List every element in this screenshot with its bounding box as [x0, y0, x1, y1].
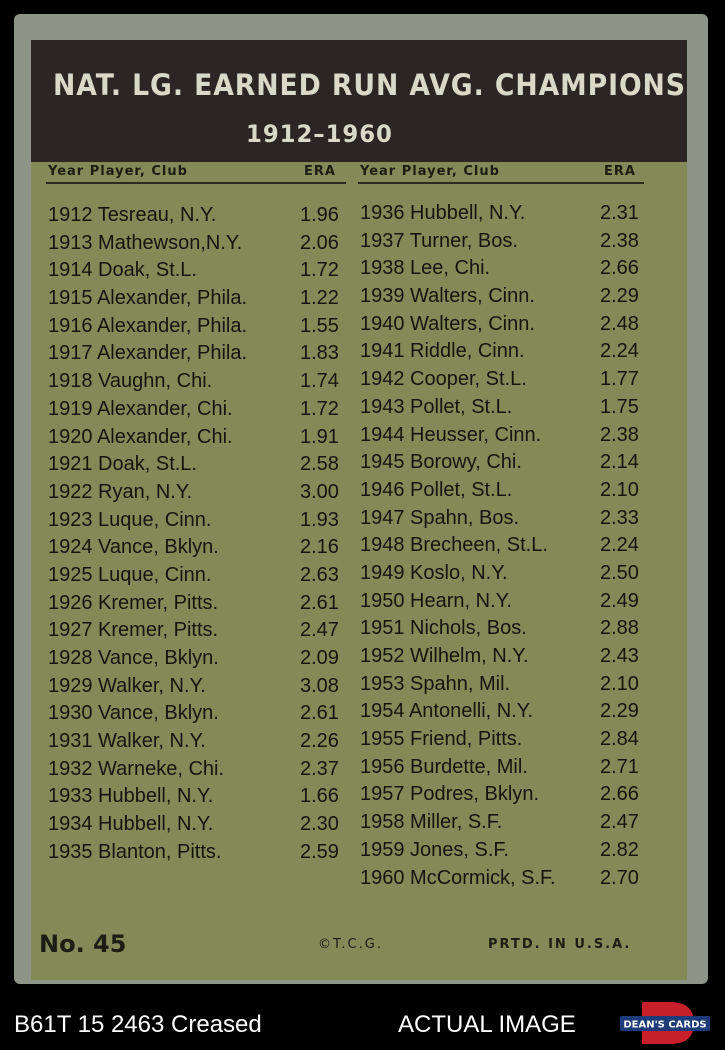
year-player-club: 1925 Luque, Cinn. — [48, 563, 212, 586]
champion-row — [360, 228, 660, 256]
champion-row — [360, 477, 660, 505]
year-player-club: 1946 Pollet, St.L. — [360, 478, 513, 501]
left-header-rule — [46, 182, 346, 184]
champion-row — [360, 671, 660, 699]
year-player-club: 1917 Alexander, Phila. — [48, 342, 248, 365]
champion-row — [48, 424, 348, 452]
era-value: 2.88 — [600, 617, 639, 640]
champion-row — [48, 313, 348, 341]
era-value: 2.84 — [600, 728, 639, 751]
era-value: 1.72 — [300, 397, 339, 420]
year-player-club: 1915 Alexander, Phila. — [48, 287, 248, 310]
era-value: 1.74 — [300, 370, 339, 393]
year-player-club: 1936 Hubbell, N.Y. — [360, 202, 526, 224]
champion-row — [360, 809, 660, 837]
card-number: No. 45 — [39, 930, 127, 958]
year-player-club: 1922 Ryan, N.Y. — [48, 480, 193, 503]
era-value: 1.91 — [300, 425, 339, 448]
year-player-club: 1931 Walker, N.Y. — [48, 730, 206, 753]
champion-row — [360, 255, 660, 283]
year-player-club: 1918 Vaughn, Chi. — [48, 370, 213, 393]
champion-row — [360, 643, 660, 671]
copyright: ©T.C.G. — [318, 937, 383, 952]
year-player-club: 1944 Heusser, Cinn. — [360, 423, 542, 446]
right-header-era: ERA — [604, 164, 636, 179]
year-player-club: 1930 Vance, Bklyn. — [48, 702, 219, 725]
deans-cards-logo-icon — [612, 1000, 712, 1046]
era-value: 2.24 — [600, 534, 639, 557]
year-player-club: 1950 Hearn, N.Y. — [360, 589, 512, 612]
right-header-year-player: Year Player, Club — [360, 164, 500, 179]
champion-row — [48, 451, 348, 479]
year-player-club: 1924 Vance, Bklyn. — [48, 536, 219, 559]
year-player-club: 1943 Pollet, St.L. — [360, 395, 513, 418]
era-value: 2.10 — [600, 478, 639, 501]
champion-row — [48, 534, 348, 562]
era-value: 2.37 — [300, 757, 339, 780]
era-value: 2.61 — [300, 702, 339, 725]
era-value: 1.83 — [300, 342, 339, 365]
champion-row — [360, 394, 660, 422]
champion-row — [48, 285, 348, 313]
champion-row — [48, 368, 348, 396]
year-player-club: 1959 Jones, S.F. — [360, 838, 509, 861]
era-value: 2.70 — [600, 866, 639, 889]
year-player-club: 1955 Friend, Pitts. — [360, 728, 523, 751]
champion-row — [48, 340, 348, 368]
champion-row — [360, 726, 660, 754]
champion-row — [360, 615, 660, 643]
year-player-club: 1920 Alexander, Chi. — [48, 425, 233, 448]
champion-row — [48, 673, 348, 701]
year-player-club: 1933 Hubbell, N.Y. — [48, 785, 214, 808]
champion-row — [360, 837, 660, 865]
champion-row — [360, 283, 660, 311]
year-player-club: 1953 Spahn, Mil. — [360, 672, 511, 695]
year-player-club: 1912 Tesreau, N.Y. — [48, 204, 217, 226]
era-value: 2.59 — [300, 840, 339, 863]
champion-row — [48, 617, 348, 645]
year-player-club: 1926 Kremer, Pitts. — [48, 591, 219, 614]
era-value: 2.09 — [300, 647, 339, 669]
era-value: 1.96 — [300, 204, 339, 226]
year-player-club: 1935 Blanton, Pitts. — [48, 840, 222, 863]
era-value: 2.71 — [600, 755, 639, 778]
era-value: 2.06 — [300, 231, 339, 254]
year-player-club: 1952 Wilhelm, N.Y. — [360, 645, 529, 667]
era-value: 2.66 — [600, 783, 639, 806]
printed-in-usa: PRTD. IN U.S.A. — [488, 937, 632, 952]
era-value: 3.08 — [300, 674, 339, 697]
era-value: 2.24 — [600, 340, 639, 363]
champion-row — [48, 728, 348, 756]
era-value: 2.58 — [300, 453, 339, 476]
era-value: 2.14 — [600, 451, 639, 474]
era-value: 2.31 — [600, 202, 639, 224]
champion-row — [360, 311, 660, 339]
champion-row — [48, 839, 348, 867]
era-value: 2.38 — [600, 423, 639, 446]
year-player-club: 1939 Walters, Cinn. — [360, 285, 535, 308]
champion-row — [360, 449, 660, 477]
year-player-club: 1949 Koslo, N.Y. — [360, 561, 508, 584]
era-value: 2.47 — [600, 811, 639, 834]
year-player-club: 1951 Nichols, Bos. — [360, 617, 527, 640]
year-player-club: 1947 Spahn, Bos. — [360, 506, 520, 529]
era-value: 1.55 — [300, 314, 339, 337]
year-player-club: 1937 Turner, Bos. — [360, 229, 518, 252]
champion-row — [48, 645, 348, 673]
champion-row — [360, 754, 660, 782]
year-player-club: 1928 Vance, Bklyn. — [48, 647, 219, 669]
year-player-club: 1938 Lee, Chi. — [360, 257, 491, 280]
era-value: 2.30 — [300, 813, 339, 836]
year-player-club: 1919 Alexander, Chi. — [48, 397, 233, 420]
year-player-club: 1914 Doak, St.L. — [48, 259, 197, 282]
era-value: 2.29 — [600, 700, 639, 723]
card-title: NAT. LG. EARNED RUN AVG. CHAMPIONS — [53, 68, 686, 102]
year-player-club: 1945 Borowy, Chi. — [360, 451, 522, 474]
champion-row — [48, 700, 348, 728]
champion-row — [48, 396, 348, 424]
era-value: 2.50 — [600, 561, 639, 584]
year-player-club: 1913 Mathewson,N.Y. — [48, 231, 243, 254]
champion-row — [360, 698, 660, 726]
baseball-card — [14, 14, 708, 984]
year-player-club: 1956 Burdette, Mil. — [360, 755, 528, 778]
champion-row — [360, 781, 660, 809]
era-value: 2.26 — [300, 730, 339, 753]
era-value: 1.22 — [300, 287, 339, 310]
era-value: 2.47 — [300, 619, 339, 642]
year-player-club: 1927 Kremer, Pitts. — [48, 619, 219, 642]
champion-row — [48, 257, 348, 285]
champion-row — [360, 338, 660, 366]
year-player-club: 1932 Warneke, Chi. — [48, 757, 225, 780]
champion-row — [48, 230, 348, 258]
champion-row — [48, 590, 348, 618]
year-player-club: 1954 Antonelli, N.Y. — [360, 700, 534, 723]
left-header-year-player: Year Player, Club — [48, 164, 188, 179]
year-player-club: 1916 Alexander, Phila. — [48, 314, 248, 337]
champion-row — [360, 422, 660, 450]
era-value: 1.77 — [600, 368, 639, 391]
champion-row — [48, 562, 348, 590]
era-value: 2.38 — [600, 229, 639, 252]
champion-row — [360, 200, 660, 228]
champion-row — [48, 479, 348, 507]
left-champions-list — [48, 202, 348, 867]
left-header-era: ERA — [304, 164, 336, 179]
champion-row — [360, 505, 660, 533]
era-value: 2.33 — [600, 506, 639, 529]
card-header — [31, 40, 687, 162]
right-champions-list — [360, 200, 660, 892]
year-player-club: 1923 Luque, Cinn. — [48, 508, 212, 531]
year-player-club: 1958 Miller, S.F. — [360, 811, 503, 834]
era-value: 2.10 — [600, 672, 639, 695]
listing-caption: B61T 15 2463 Creased — [14, 1011, 262, 1038]
era-value: 2.61 — [300, 591, 339, 614]
year-player-club: 1942 Cooper, St.L. — [360, 368, 527, 391]
year-player-club: 1960 McCormick, S.F. — [360, 866, 556, 889]
year-player-club: 1940 Walters, Cinn. — [360, 312, 535, 335]
year-player-club: 1948 Brecheen, St.L. — [360, 534, 548, 557]
era-value: 2.63 — [300, 563, 339, 586]
era-value: 3.00 — [300, 480, 339, 503]
era-value: 2.66 — [600, 257, 639, 280]
champion-row — [360, 865, 660, 893]
era-value: 2.16 — [300, 536, 339, 559]
champion-row — [360, 532, 660, 560]
year-player-club: 1934 Hubbell, N.Y. — [48, 813, 214, 836]
champion-row — [48, 202, 348, 230]
champion-row — [360, 588, 660, 616]
era-value: 1.66 — [300, 785, 339, 808]
card-subtitle: 1912–1960 — [246, 120, 393, 148]
champion-row — [48, 507, 348, 535]
logo-text: DEAN'S CARDS — [623, 1019, 707, 1031]
champion-row — [48, 756, 348, 784]
champion-row — [48, 783, 348, 811]
era-value: 1.93 — [300, 508, 339, 531]
year-player-club: 1921 Doak, St.L. — [48, 453, 197, 476]
era-value: 2.82 — [600, 838, 639, 861]
year-player-club: 1941 Riddle, Cinn. — [360, 340, 525, 363]
era-value: 1.72 — [300, 259, 339, 282]
era-value: 2.43 — [600, 645, 639, 667]
champion-row — [48, 811, 348, 839]
champion-row — [360, 366, 660, 394]
year-player-club: 1957 Podres, Bklyn. — [360, 783, 539, 806]
right-header-rule — [358, 182, 644, 184]
era-value: 2.29 — [600, 285, 639, 308]
actual-image-label: ACTUAL IMAGE — [398, 1011, 576, 1038]
year-player-club: 1929 Walker, N.Y. — [48, 674, 206, 697]
deans-cards-logo — [612, 1000, 712, 1046]
era-value: 1.75 — [600, 395, 639, 418]
era-value: 2.48 — [600, 312, 639, 335]
champion-row — [360, 560, 660, 588]
era-value: 2.49 — [600, 589, 639, 612]
